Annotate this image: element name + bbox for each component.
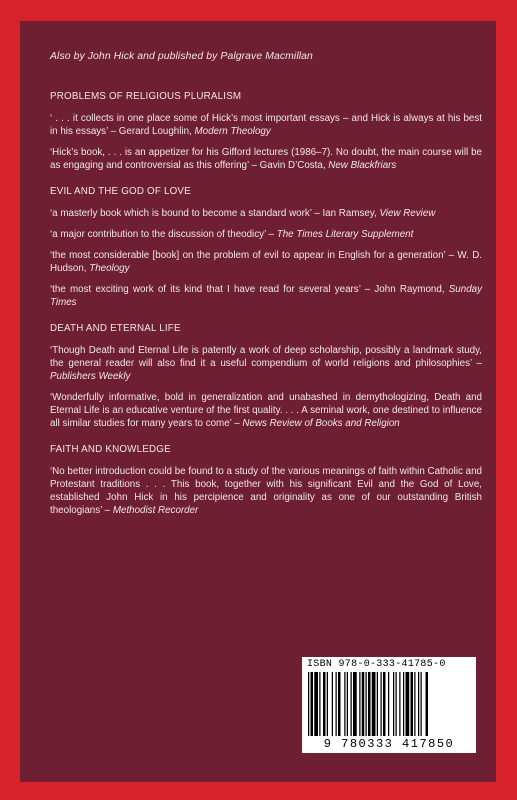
barcode-bar: [327, 672, 328, 736]
isbn-number: 9 780333 417850: [323, 737, 455, 751]
quote-text: ‘Though Death and Eternal Life is patently a work of deep scholarship, possibly a landmark study, the general reader will also find it a useful compendium of world religions and philosophies’ –: [50, 345, 482, 369]
quote-source: The Times Literary Supplement: [276, 229, 414, 240]
barcode-bar: [347, 672, 348, 736]
quote-source: Publishers Weekly: [50, 371, 131, 382]
review-section: [50, 186, 482, 309]
barcode-bar: [344, 672, 345, 736]
review-section: [50, 323, 482, 430]
barcode-bar: [406, 672, 410, 736]
quote-source: Methodist Recorder: [112, 505, 199, 516]
barcode-bar: [308, 672, 309, 736]
review-section: [50, 91, 482, 172]
book-title: PROBLEMS OF RELIGIOUS PLURALISM: [50, 91, 242, 102]
barcode-bar: [372, 672, 376, 736]
quote-source: View Review: [379, 208, 436, 219]
quote-source: Theology: [89, 263, 130, 274]
book-title: FAITH AND KNOWLEDGE: [50, 444, 171, 455]
barcode-bar: [399, 672, 400, 736]
review-quote: [50, 391, 482, 430]
review-quote: [50, 465, 482, 517]
review-quote: [50, 283, 482, 309]
review-section: [50, 444, 482, 517]
intro-line: Also by John Hick and published by Palgrave Macmillan: [50, 51, 313, 62]
barcode-bar: [366, 672, 367, 736]
barcode-bar: [314, 672, 318, 736]
isbn-label: ISBN 978-0-333-41785-0: [307, 659, 446, 670]
review-quote: [50, 112, 482, 138]
quote-text: ‘Hick’s book, . . . is an appetizer for his Gifford lectures (1986–7). No doubt, the main course will be as engaging and controversial as this offering’ – Gavin D’Costa,: [50, 147, 482, 171]
barcode-bar: [403, 672, 404, 736]
back-cover-panel: [20, 21, 496, 782]
barcode-bar: [383, 672, 386, 736]
quote-text: ‘the most exciting work of its kind that I have read for several years’ – John Raymond,: [50, 284, 449, 295]
barcode-bar: [418, 672, 419, 736]
review-quote: [50, 228, 482, 241]
barcode-bar: [323, 672, 326, 736]
reviews-content: [50, 91, 482, 531]
barcode-bar: [368, 672, 371, 736]
barcode-bars: [308, 672, 470, 738]
barcode-bar: [393, 672, 394, 736]
review-quote: [50, 344, 482, 383]
quote-text: ‘a major contribution to the discussion of theodicy’ –: [50, 229, 277, 240]
barcode-bar: [414, 672, 415, 736]
isbn-barcode: [302, 657, 476, 753]
barcode-bar: [396, 672, 397, 736]
barcode-bar: [359, 672, 360, 736]
book-title: EVIL AND THE GOD OF LOVE: [50, 186, 191, 197]
barcode-bar: [426, 672, 429, 736]
review-quote: [50, 146, 482, 172]
quote-text: ‘No better introduction could be found to a study of the various meanings of faith within Catholic and Protestant traditions . . . This book, together with his significant Evil and the God of Love, established John Hick in his percipience and originality as one of our outstanding British theologians’ –: [50, 466, 482, 516]
book-title: DEATH AND ETERNAL LIFE: [50, 323, 181, 334]
quote-text: ‘Wonderfully informative, bold in generalization and unabashed in demythologizing, Death and Eternal Life is an educative venture of the first quality. . . . A seminal work, one destined to influence all similar studies for many years to come’ –: [50, 392, 482, 429]
quote-source: Modern Theology: [194, 126, 271, 137]
barcode-bar: [336, 672, 337, 736]
review-quote: [50, 207, 482, 220]
quote-source: News Review of Books and Religion: [242, 418, 400, 429]
barcode-bar: [353, 672, 357, 736]
quote-text: ‘ . . . it collects in one place some of Hick’s most important essays – and Hick is always at his best in his essays’ – Gerard Loughlin,: [50, 113, 482, 137]
barcode-bar: [362, 672, 365, 736]
review-quote: [50, 249, 482, 275]
quote-source: New Blackfriars: [328, 160, 397, 171]
barcode-bar: [332, 672, 333, 736]
barcode-bar: [319, 672, 320, 736]
barcode-bar: [411, 672, 414, 736]
barcode-bar: [381, 672, 382, 736]
quote-source: Sunday Times: [50, 284, 482, 308]
barcode-bar: [388, 672, 389, 736]
barcode-bar: [377, 672, 378, 736]
barcode-bar: [351, 672, 352, 736]
barcode-bar: [421, 672, 422, 736]
quote-text: ‘a masterly book which is bound to become a standard work’ – Ian Ramsey,: [50, 208, 380, 219]
quote-text: ‘the most considerable [book] on the problem of evil to appear in English for a generation’ – W. D. Hudson,: [50, 250, 482, 274]
barcode-bar: [338, 672, 341, 736]
barcode-bar: [311, 672, 314, 736]
